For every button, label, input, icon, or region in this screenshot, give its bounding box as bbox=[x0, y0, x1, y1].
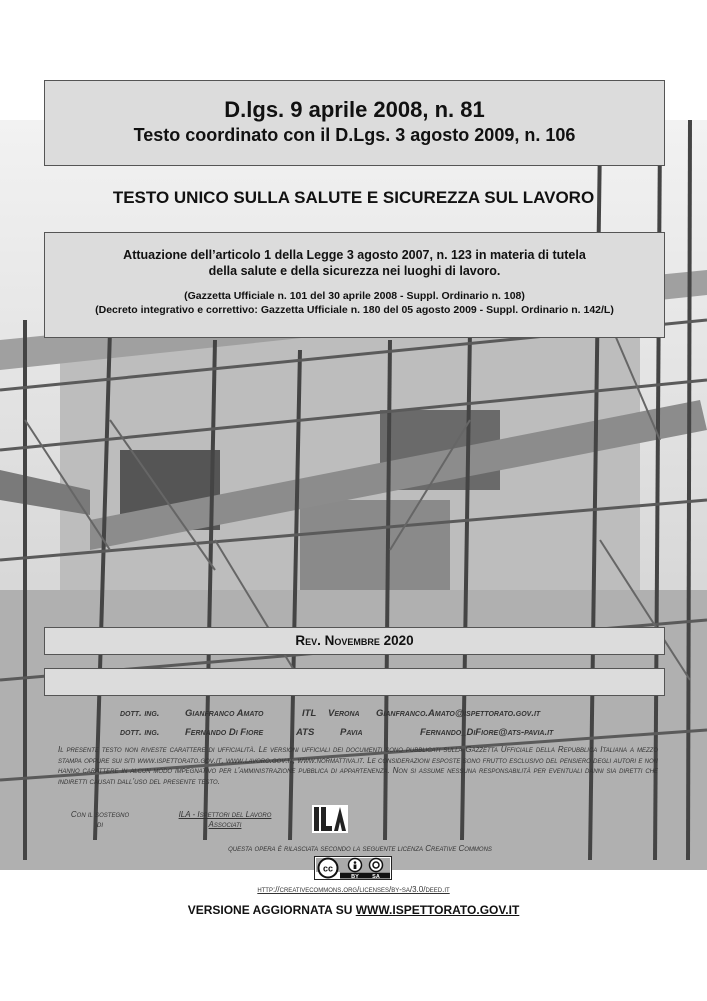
document-title: D.lgs. 9 aprile 2008, n. 81 bbox=[224, 97, 485, 122]
revision-box: Rev. Novembre 2020 bbox=[44, 627, 665, 655]
gazzetta-line-1: (Gazzetta Ufficiale n. 101 del 30 aprile 2008 - Suppl. Ordinario n. 108) bbox=[184, 290, 525, 302]
author-name: Gianfranco Amato bbox=[185, 708, 264, 719]
author-city: Verona bbox=[328, 708, 360, 719]
support-org-line-1: ILA - Ispettori del Lavoro bbox=[178, 810, 272, 819]
subtitle-line-2: della salute e della sicurezza nei luoghi di lavoro. bbox=[208, 264, 501, 278]
author-org: ITL bbox=[302, 708, 317, 719]
support-org[interactable] bbox=[160, 810, 290, 830]
author-city: Pavia bbox=[340, 727, 363, 738]
title-box bbox=[44, 80, 665, 166]
main-heading: TESTO UNICO SULLA SALUTE E SICUREZZA SUL LAVORO bbox=[112, 188, 595, 207]
subtitle-box bbox=[44, 232, 665, 338]
footer-prefix: VERSIONE AGGIORNATA SU bbox=[187, 903, 356, 917]
author-email[interactable]: Gianfranco.Amato@ispettorato.gov.it bbox=[376, 708, 541, 719]
license-url-link[interactable]: http://creativecommons.org/licenses/by-sa/3.0/deed.it bbox=[257, 885, 450, 894]
sa-text: SA bbox=[372, 874, 380, 880]
document-subtitle: Testo coordinato con il D.Lgs. 3 agosto 2009, n. 106 bbox=[133, 125, 576, 145]
support-org-line-2: Associati bbox=[208, 820, 242, 829]
footer-link[interactable]: WWW.ISPETTORATO.GOV.IT bbox=[355, 903, 520, 917]
support-label-line-2: di bbox=[97, 820, 103, 829]
author-org: ATS bbox=[296, 727, 315, 738]
support-label bbox=[55, 810, 145, 830]
author-title: dott. ing. bbox=[120, 727, 160, 738]
subtitle-line-1: Attuazione dell’articolo 1 della Legge 3 agosto 2007, n. 123 in materia di tutela bbox=[123, 248, 586, 262]
empty-box bbox=[44, 668, 665, 696]
cc-text: cc bbox=[322, 863, 334, 874]
author-email[interactable]: Fernando_DiFiore@ats-pavia.it bbox=[420, 727, 554, 738]
footer bbox=[0, 903, 707, 917]
gazzetta-line-2: (Decreto integrativo e correttivo: Gazzetta Ufficiale n. 180 del 05 agosto 2009 - Suppl. Ordinario n. 142/L) bbox=[95, 304, 614, 316]
support-label-line-1: Con il sostegno bbox=[70, 810, 130, 819]
author-name: Fernando Di Fiore bbox=[185, 727, 264, 738]
license-text: questa opera è rilasciata secondo la seguente licenza Creative Commons bbox=[228, 844, 492, 853]
author-title: dott. ing. bbox=[120, 708, 160, 719]
cc-by-sa-icon[interactable] bbox=[314, 856, 392, 880]
by-text: BY bbox=[351, 874, 359, 880]
ila-logo-icon bbox=[312, 805, 348, 833]
disclaimer-text: Il presente testo non riveste carattere di ufficialità. Le versioni ufficiali dei documenti sono pubblicati sulla Gazzetta Ufficiale della Repubblica Italiana a mezzo stampa oppure sui siti www.ispettorato.gov.it, www.lavoro.gov.it, www.normattiva.it. Le considerazioni esposte sono frutto esclusivo del pensiero degli autori e non hanno carattere in alcun modo impegnativo per l’amministrazione pubblica di appartenenza. Non si assume nessuna responsabilità per eventuali danni sia diretti che indiretti causati dall’uso del presente testo. bbox=[58, 745, 658, 786]
